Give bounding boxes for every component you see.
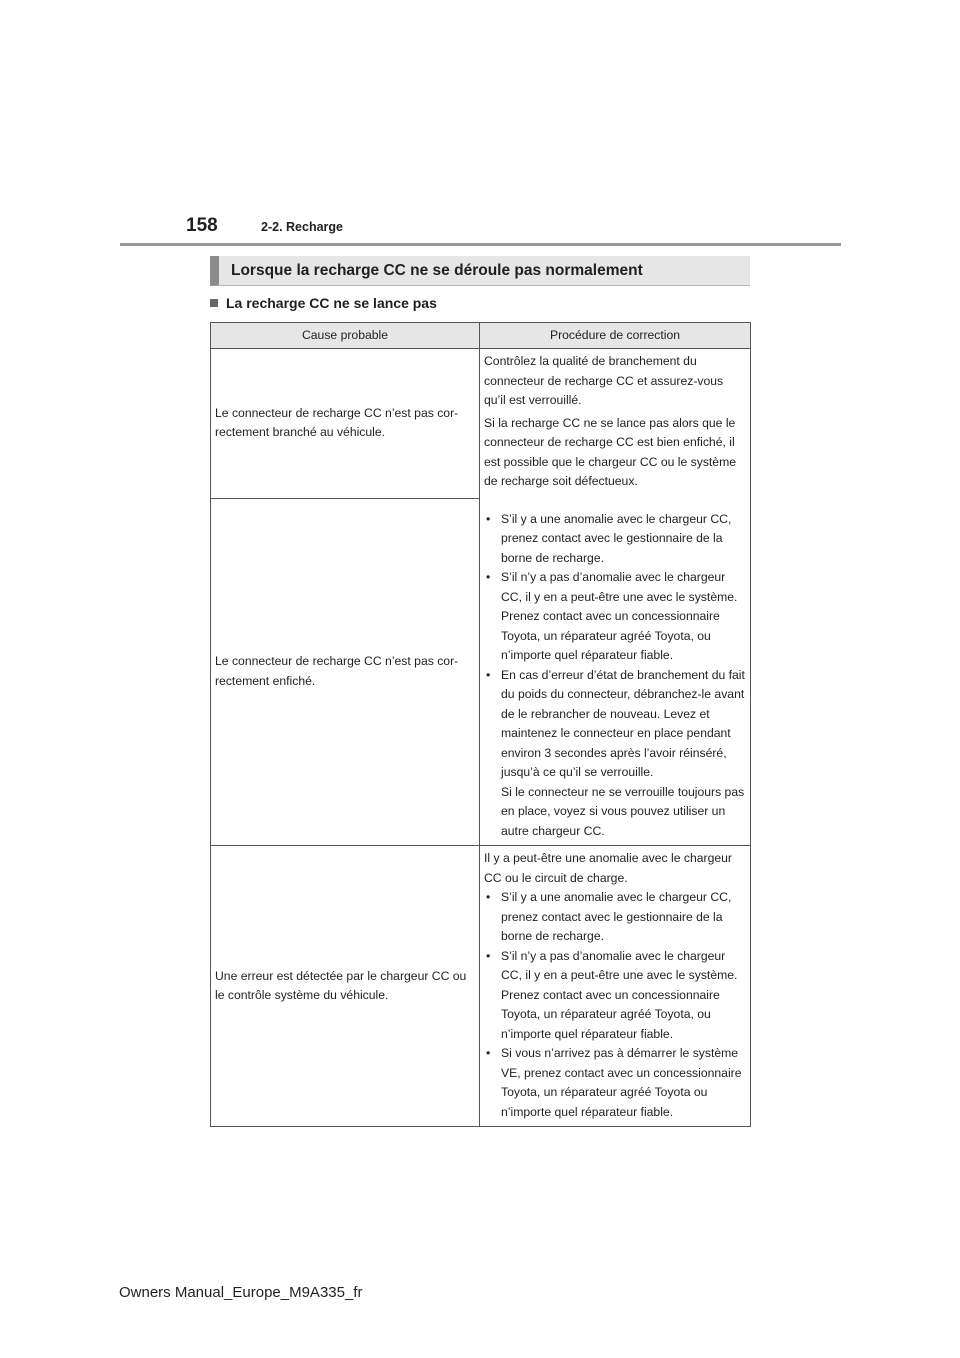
correction-paragraph: Si la recharge CC ne se lance pas alors que le connecteur de recharge CC est bien enfiché, il est possible que le chargeur CC ou le système de recharge soit défectueux. xyxy=(484,415,737,488)
list-item: • S’il n’y a pas d’anomalie avec le chargeur CC, il y en a peut-être une avec le système. Prenez contact avec un concessionnaire Toyota, un réparateur agréé Toyota, ou n’importe quel réparateur fiable. xyxy=(486,570,738,662)
list-item: • S’il n’y a pas d’anomalie avec le chargeur CC, il y en a peut-être une avec le système. Prenez contact avec un concessionnaire Toyota, un réparateur agréé Toyota, ou n’importe quel réparateur fiable. xyxy=(486,948,738,1041)
list-item: • S’il y a une anomalie avec le chargeur CC, prenez contact avec le gestionnaire de la borne de recharge. xyxy=(486,890,732,943)
subheading xyxy=(210,294,437,312)
cause-cell: Une erreur est détectée par le chargeur CC ou le contrôle système du véhicule. xyxy=(211,846,480,1127)
bullet-icon: • xyxy=(486,511,491,526)
bullet-icon: • xyxy=(486,570,491,584)
column-header-cause: Cause probable xyxy=(211,323,480,349)
correction-bullet-list xyxy=(484,510,746,842)
list-item: • Si vous n’arrivez pas à démarrer le système VE, prenez contact avec un concessionnaire Toyota, un réparateur agréé Toyota ou n’importe quel réparateur fiable. xyxy=(486,1046,742,1119)
table-row xyxy=(211,846,751,1127)
bullet-icon: • xyxy=(486,948,491,963)
bullet-icon: • xyxy=(486,1046,491,1060)
subheading-text: La recharge CC ne se lance pas xyxy=(226,295,437,311)
column-header-correction: Procédure de correction xyxy=(480,323,751,349)
bullet-icon: • xyxy=(486,890,491,904)
list-item: • S’il y a une anomalie avec le chargeur CC, prenez contact avec le gestionnaire de la borne de recharge. xyxy=(486,511,732,565)
square-bullet-icon xyxy=(210,299,218,307)
correction-cell xyxy=(480,349,751,846)
troubleshooting-table xyxy=(210,322,751,1127)
bullet-icon: • xyxy=(486,667,491,682)
correction-cell xyxy=(480,846,751,1127)
table-header-row xyxy=(211,323,751,349)
section-title: Lorsque la recharge CC ne se déroule pas normalement xyxy=(231,262,643,279)
correction-paragraph: Contrôlez la qualité de branchement du connecteur de recharge CC et assurez-vous qu’il est verrouillé. xyxy=(484,354,724,407)
header-divider xyxy=(120,243,841,246)
table-row xyxy=(211,349,751,499)
list-item: • En cas d’erreur d’état de branchement du fait du poids du connecteur, débranchez-le avant de le rebrancher de nouveau. Levez et maintenez le connecteur en place pendant environ 3 secondes après l’avoir réinséré, jusqu’à ce qu’il se verrouille. Si le connecteur ne se verrouille toujours pas en place, voyez si vous pouvez utiliser un autre chargeur CC. xyxy=(486,667,745,838)
cause-cell: Le connecteur de recharge CC n’est pas correctement branché au véhicule. xyxy=(211,349,480,499)
footer-text: Owners Manual_Europe_M9A335_fr xyxy=(119,1284,363,1301)
cause-cell: Le connecteur de recharge CC n’est pas correctement enfiché. xyxy=(211,498,480,845)
correction-bullet-list xyxy=(484,888,746,1122)
section-reference: 2-2. Recharge xyxy=(261,220,343,234)
bullet-continuation: Si le connecteur ne se verrouille toujours pas en place, voyez si vous pouvez utiliser un autre chargeur CC. xyxy=(501,784,745,838)
correction-paragraph: Il y a peut-être une anomalie avec le chargeur CC ou le circuit de charge. xyxy=(484,851,732,885)
page-number: 158 xyxy=(186,215,218,236)
section-banner xyxy=(210,256,750,286)
